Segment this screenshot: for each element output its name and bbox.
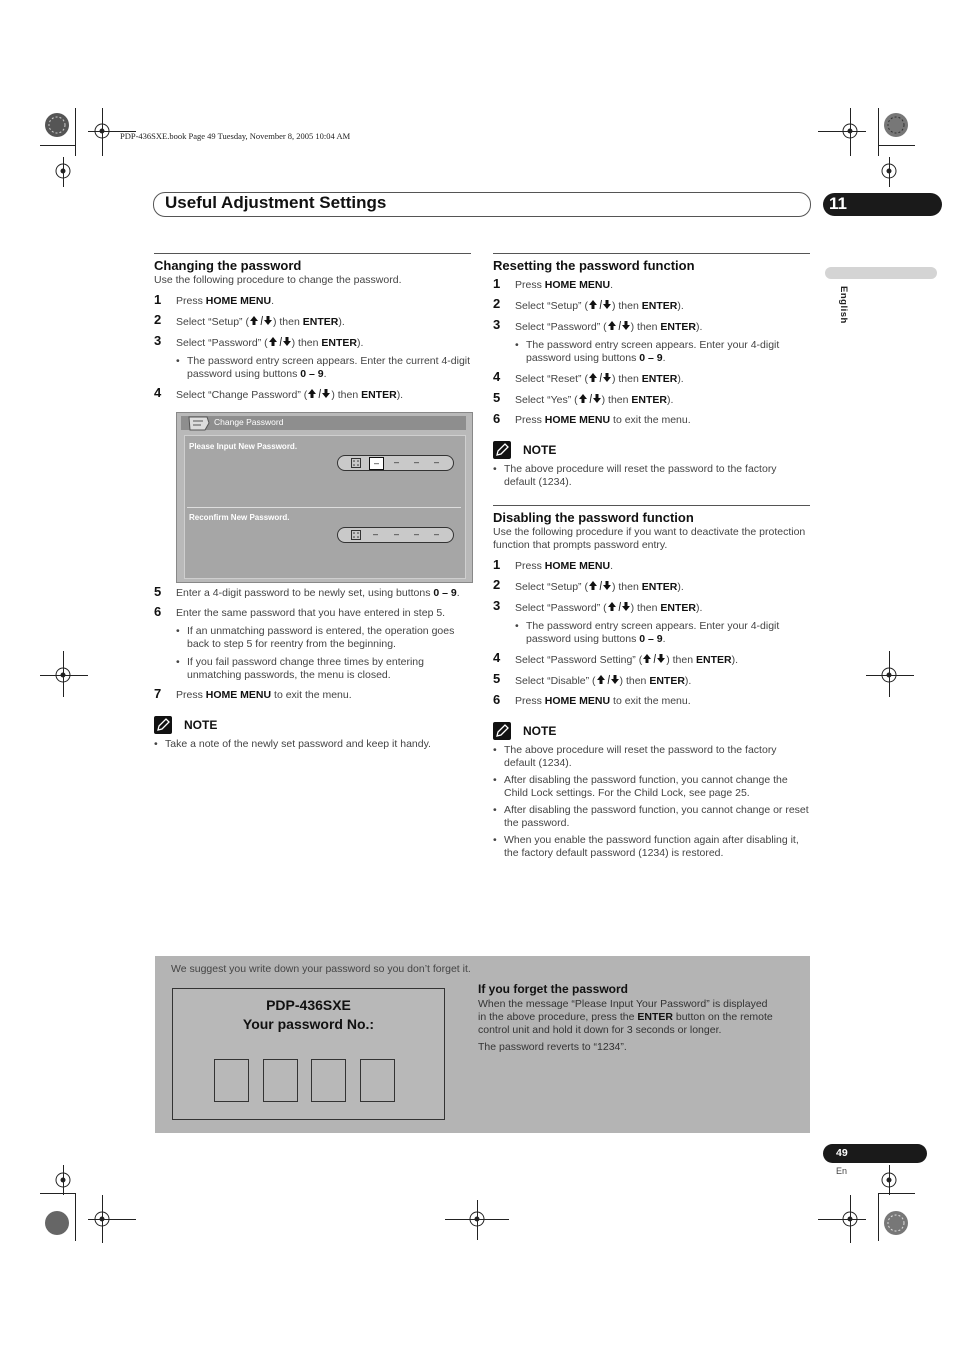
step-text: ). [667,394,674,406]
button-name: ENTER [321,337,357,349]
step-text: Select “Change Password” ( [176,389,308,401]
step-text: . [610,279,614,291]
reset-step-1 [493,276,810,292]
step-text: Select “Setup” ( [515,581,588,593]
password-digit: – [369,457,384,470]
forget-text-part: button on the remote control unit and hold it down for 3 seconds or longer. [478,1011,773,1036]
button-name: ENTER [649,675,685,687]
bullet-text: The password entry screen appears. Enter your 4-digit password using buttons [526,339,780,364]
password-digit: – [433,457,439,467]
forget-text [478,998,778,1037]
pencil-note-icon [493,441,511,459]
step-text: Enter the same password that you have entered in step 5. [176,607,446,619]
up-down-arrows-icon [588,372,612,383]
color-target-icon [44,1210,70,1236]
language-label: English [838,286,849,324]
password-digit-cell [214,1059,249,1102]
button-name: ENTER [696,654,732,666]
step-text: ) then [272,316,303,328]
step-text: ). [677,373,684,385]
step-number: 4 [493,650,501,665]
button-name: 0 – 9 [639,352,663,364]
bullet-text: . [323,368,327,380]
right-column [493,253,810,860]
step-number: 4 [154,385,162,400]
disable-step-5 [493,671,810,688]
language-tab [825,267,937,279]
password-card [172,988,445,1120]
step-number: 7 [154,686,162,701]
step-6-bullet: • If you fail password change three times by entering unmatching passwords, the menu is closed. [176,656,471,682]
step-text: ). [677,300,684,312]
step-number: 3 [493,317,501,332]
password-digit: – [393,457,399,467]
step-text: ) then [331,389,362,401]
step-text: ). [695,602,703,614]
password-digit-cell [311,1059,346,1102]
up-down-arrows-icon [268,336,292,347]
left-column-lower [154,584,471,751]
step-text: Select “Disable” ( [515,675,596,687]
button-name: 0 – 9 [433,587,457,599]
button-name: HOME MENU [544,414,611,426]
crosshair-icon [464,1206,490,1232]
step-text: Enter a 4-digit password to be newly set, using buttons [176,587,434,599]
step-3-bullet [176,355,471,381]
forget-text-part: When the message “Please Input Your Password” is displayed in the above procedure, press the [478,998,768,1023]
password-digit: – [372,529,378,539]
button-name: ENTER [361,389,397,401]
button-name: HOME MENU [544,279,611,291]
step-number: 6 [493,411,501,426]
note-item: • After disabling the password function, you cannot change the Child Lock settings. For the Child Lock, see page 25. [493,774,810,800]
step-2 [154,312,471,329]
reset-step-3 [493,317,810,334]
model-name: PDP-436SXE [266,997,351,1013]
button-name: ENTER [641,373,678,385]
step-text: ). [677,581,684,593]
step-number: 3 [493,598,501,613]
button-name: HOME MENU [205,689,272,701]
note-header [493,722,810,740]
keypad-icon [351,458,361,468]
button-name: 0 – 9 [639,633,663,645]
step-text: ). [356,337,364,349]
color-target-icon [883,112,909,138]
disable-step-6 [493,692,810,708]
button-name: ENTER [660,321,696,333]
step-text: . [271,295,275,307]
crosshair-icon [50,158,76,184]
step-number: 1 [493,557,501,572]
step-number: 4 [493,369,501,384]
step-number: 5 [154,584,162,599]
step-text: ). [684,675,692,687]
step-number: 6 [493,692,501,707]
button-name: HOME MENU [205,295,272,307]
intro-text: Use the following procedure to change the password. [154,274,402,286]
step-number: 5 [493,390,501,405]
step-text: . [610,560,614,572]
section-heading-change-password: Changing the password [154,253,471,273]
step-text: ). [695,321,703,333]
button-name: ENTER [631,394,668,406]
step-text: to exit the menu. [610,695,691,707]
crosshair-icon [837,1206,863,1232]
step-text: Select “Password” ( [515,321,607,333]
step-number: 1 [154,292,162,307]
keypad-icon [351,530,361,540]
forget-revert-text: The password reverts to “1234”. [478,1041,627,1053]
button-name: ENTER [641,300,678,312]
step-text: ) then [619,675,650,687]
forget-heading: If you forget the password [478,982,629,996]
step-text: ). [731,654,739,666]
step-text: Select “Password” ( [515,602,607,614]
step-text: . [456,587,460,599]
disable-step-3 [493,598,810,615]
password-card-title [173,996,444,1034]
password-digit: – [413,457,419,467]
step-text: Press [515,695,545,707]
step-text: ) then [630,602,661,614]
step-text: Select “Setup” ( [515,300,588,312]
step-number: 6 [154,604,162,619]
disable-step-2 [493,577,810,594]
step-number: 5 [493,671,501,686]
password-digit-cell [360,1059,395,1102]
crosshair-icon [50,1167,76,1193]
menu-tab-icon [187,415,211,431]
password-digit: – [433,529,439,539]
step-text: ) then [291,337,322,349]
note-label: NOTE [523,442,557,457]
step-3 [154,333,471,350]
chapter-number: 11 [829,194,847,213]
button-name: ENTER [302,316,339,328]
step-text: Press [515,560,545,572]
step-text: ). [338,316,345,328]
step-1 [154,292,471,308]
step-number: 2 [493,577,501,592]
step-text: ) then [611,300,642,312]
section-heading-disable: Disabling the password function [493,505,810,525]
step-7 [154,686,471,702]
crosshair-icon [876,662,902,688]
note-header [154,716,471,734]
up-down-arrows-icon [307,388,331,399]
bullet-text: . [662,352,666,364]
step-text: Press [176,295,206,307]
step-number: 3 [154,333,162,348]
suggest-text: We suggest you write down your password so you don’t forget it. [171,963,471,975]
note-item: • Take a note of the newly set password and keep it handy. [154,738,471,751]
step-text: ) then [630,321,661,333]
new-password-field[interactable] [337,455,454,471]
pencil-note-icon [493,722,511,740]
reset-step-3-bullet [515,339,810,365]
button-name: 0 – 9 [300,368,324,380]
note-item: • The above procedure will reset the password to the factory default (1234). [493,744,810,770]
note-item: • After disabling the password function, you cannot change or reset the password. [493,804,810,830]
crosshair-icon [89,118,115,144]
disable-step-4 [493,650,810,667]
reconfirm-password-field[interactable] [337,527,454,543]
reconfirm-password-label: Reconfirm New Password. [189,513,290,522]
up-down-arrows-icon [588,299,612,310]
button-name: ENTER [637,1011,673,1023]
color-target-icon [883,1210,909,1236]
left-column [154,253,471,402]
crosshair-icon [876,1167,902,1193]
note-header [493,441,810,459]
reset-step-2 [493,296,810,313]
crosshair-icon [876,158,902,184]
note-item: • The above procedure will reset the password to the factory default (1234). [493,463,810,489]
page-language: En [836,1166,848,1176]
disable-step-1 [493,557,810,573]
step-text: Press [176,689,206,701]
reset-step-4 [493,369,810,386]
step-4 [154,385,471,402]
reset-step-5 [493,390,810,407]
screen-title-bar [181,416,466,430]
reset-step-6 [493,411,810,427]
button-name: HOME MENU [544,695,611,707]
bullet-text: . [662,633,666,645]
crosshair-icon [50,662,76,688]
button-name: ENTER [660,602,696,614]
step-text: Select “Yes” ( [515,394,578,406]
change-password-screen [176,412,473,583]
step-number: 1 [493,276,501,291]
password-no-label: Your password No.: [242,1016,375,1032]
step-number: 2 [154,312,162,327]
step-text: Select “Reset” ( [515,373,588,385]
color-target-icon [44,112,70,138]
step-text: Select “Setup” ( [176,316,249,328]
step-text: Press [515,279,545,291]
step-text: to exit the menu. [271,689,352,701]
forget-password-section [478,983,778,1054]
up-down-arrows-icon [607,320,631,331]
note-label: NOTE [523,723,557,738]
up-down-arrows-icon [588,580,612,591]
step-text: ) then [601,394,632,406]
password-digit: – [393,529,399,539]
bullet-text: The password entry screen appears. Enter the current 4-digit password using buttons [187,355,471,380]
button-name: ENTER [641,581,678,593]
step-text: ) then [611,373,642,385]
step-number: 2 [493,296,501,311]
screen-title: Change Password [214,417,284,427]
step-6 [154,604,471,620]
note-item: • When you enable the password function again after disabling it, the factory default password (1234) is restored. [493,834,810,860]
password-digit-cell [263,1059,298,1102]
section-heading-reset: Resetting the password function [493,253,810,273]
step-text: ) then [611,581,642,593]
step-text: Select “Password” ( [176,337,268,349]
pencil-note-icon [154,716,172,734]
up-down-arrows-icon [642,653,666,664]
step-6-bullet: • If an unmatching password is entered, the operation goes back to step 5 for reentry from the beginning. [176,625,471,651]
screen-panel [184,435,466,579]
step-text: Press [515,414,545,426]
step-text: Select “Password Setting” ( [515,654,643,666]
up-down-arrows-icon [607,601,631,612]
step-text: ). [396,389,404,401]
crosshair-icon [837,118,863,144]
page-title: Useful Adjustment Settings [165,193,387,212]
up-down-arrows-icon [596,674,620,685]
bullet-text: The password entry screen appears. Enter your 4-digit password using buttons [526,620,780,645]
up-down-arrows-icon [249,315,273,326]
password-digit: – [413,529,419,539]
step-5 [154,584,471,600]
file-meta-line: PDP-436SXE.book Page 49 Tuesday, November 8, 2005 10:04 AM [120,131,351,141]
up-down-arrows-icon [578,393,602,404]
intro-text: Use the following procedure if you want to deactivate the protection function that prompts password entry. [493,526,806,551]
new-password-label: Please Input New Password. [189,442,298,451]
crosshair-icon [89,1206,115,1232]
step-text: ) then [666,654,696,666]
note-label: NOTE [184,717,218,732]
step-text: to exit the menu. [610,414,691,426]
screen-divider [187,507,461,508]
disable-step-3-bullet [515,620,810,646]
page-number: 49 [836,1147,848,1159]
button-name: HOME MENU [544,560,611,572]
